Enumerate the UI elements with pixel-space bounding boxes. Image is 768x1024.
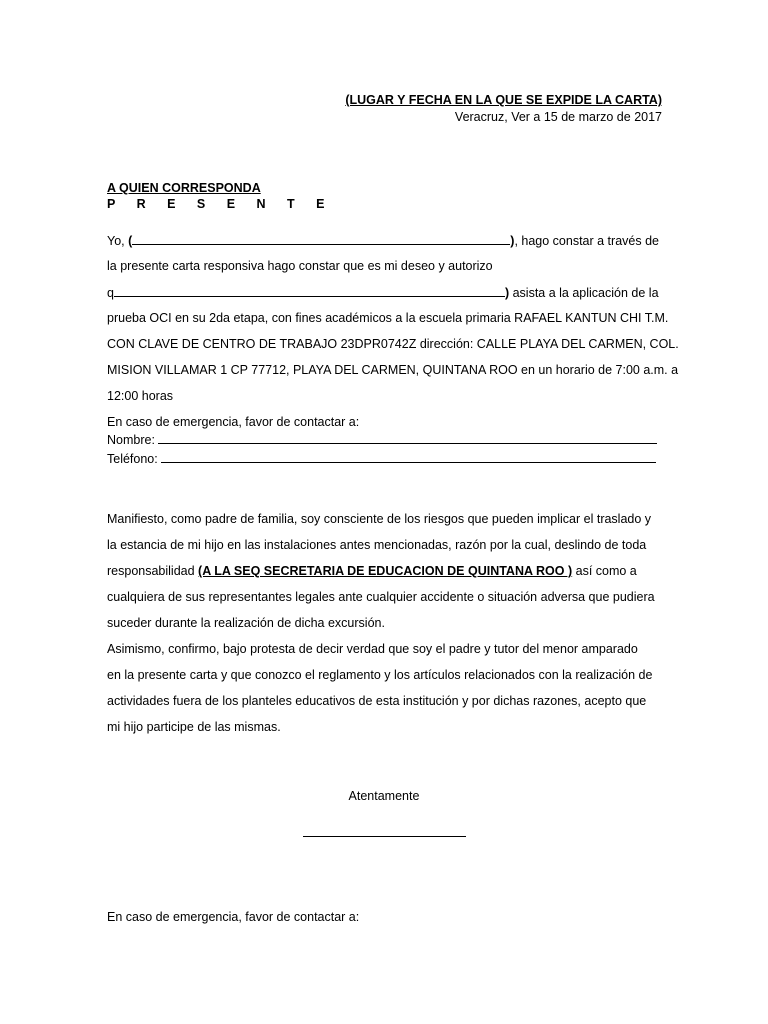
emergency2-title: En caso de emergencia, favor de contactar a: (107, 910, 360, 924)
yo-open: ( (128, 234, 133, 248)
signature-line[interactable] (303, 836, 466, 837)
body2-line-8: actividades fuera de los planteles educativos de esta institución y por dichas razones, acepto que (107, 694, 647, 708)
body2-line-6: Asimismo, confirmo, bajo protesta de decir verdad que soy el padre y tutor del menor amparado (107, 642, 638, 656)
emergency-phone-blank[interactable] (161, 451, 656, 463)
asi-como-text: así como a (572, 564, 637, 578)
body2-line-2: la estancia de mi hijo en las instalaciones antes mencionadas, razón por la cual, deslindo de toda (107, 538, 647, 552)
emergency-name-row (107, 432, 657, 447)
emergency-phone-label: Teléfono: (107, 452, 162, 466)
child-name-blank[interactable] (114, 285, 505, 297)
name-blank[interactable] (132, 233, 510, 245)
body-line-7: 12:00 horas (107, 389, 174, 403)
body-line-2: la presente carta responsiva hago constar que es mi deseo y autorizo (107, 259, 493, 273)
q-close: ) (504, 286, 510, 300)
place-date-label: (LUGAR Y FECHA EN LA QUE SE EXPIDE LA CARTA) (345, 93, 662, 107)
emergency-title: En caso de emergencia, favor de contactar a: (107, 415, 360, 429)
body-line-6 (107, 363, 678, 377)
address-text: MISION VILLAMAR 1 CP 77712, PLAYA DEL CARMEN, QUINTANA ROO (107, 363, 518, 377)
body2-line-1: Manifiesto, como padre de familia, soy consciente de los riesgos que pueden implicar el traslado y (107, 512, 652, 526)
yo-prefix: Yo, (107, 234, 129, 248)
body2-line-5: suceder durante la realización de dicha excursión. (107, 616, 385, 630)
salutation-present: P R E S E N T E (107, 197, 334, 211)
schedule-text: en un horario de 7:00 a.m. a (517, 363, 679, 377)
responsibility-text: responsabilidad (107, 564, 199, 578)
body2-line-9: mi hijo participe de las mismas. (107, 720, 281, 734)
body-line-5: CON CLAVE DE CENTRO DE TRABAJO 23DPR0742Z dirección: CALLE PLAYA DEL CARMEN, COL. (107, 337, 679, 351)
body2-line-7: en la presente carta y que conozco el reglamento y los artículos relacionados con la realización de (107, 668, 653, 682)
body-line-q (107, 285, 659, 300)
yo-close: ) (510, 234, 515, 248)
body-line-4: prueba OCI en su 2da etapa, con fines académicos a la escuela primaria RAFAEL KANTUN CHI T.M. (107, 311, 669, 325)
body-line-yo (107, 233, 659, 248)
emergency-name-label: Nombre: (107, 433, 159, 447)
emergency-name-blank[interactable] (158, 432, 657, 444)
salutation-to: A QUIEN CORRESPONDA (107, 181, 261, 195)
sign-off: Atentamente (348, 789, 420, 803)
yo-suffix: , hago constar a través de (514, 234, 659, 248)
seq-entity: (A LA SEQ SECRETARIA DE EDUCACION DE QUINTANA ROO ) (198, 564, 573, 578)
body2-line-3 (107, 564, 637, 578)
place-date: Veracruz, Ver a 15 de marzo de 2017 (454, 110, 662, 124)
q-prefix: q (107, 286, 114, 300)
emergency-phone-row (107, 451, 656, 466)
q-suffix: asista a la aplicación de la (509, 286, 659, 300)
body2-line-4: cualquiera de sus representantes legales ante cualquier accidente o situación adversa que pudiera (107, 590, 655, 604)
